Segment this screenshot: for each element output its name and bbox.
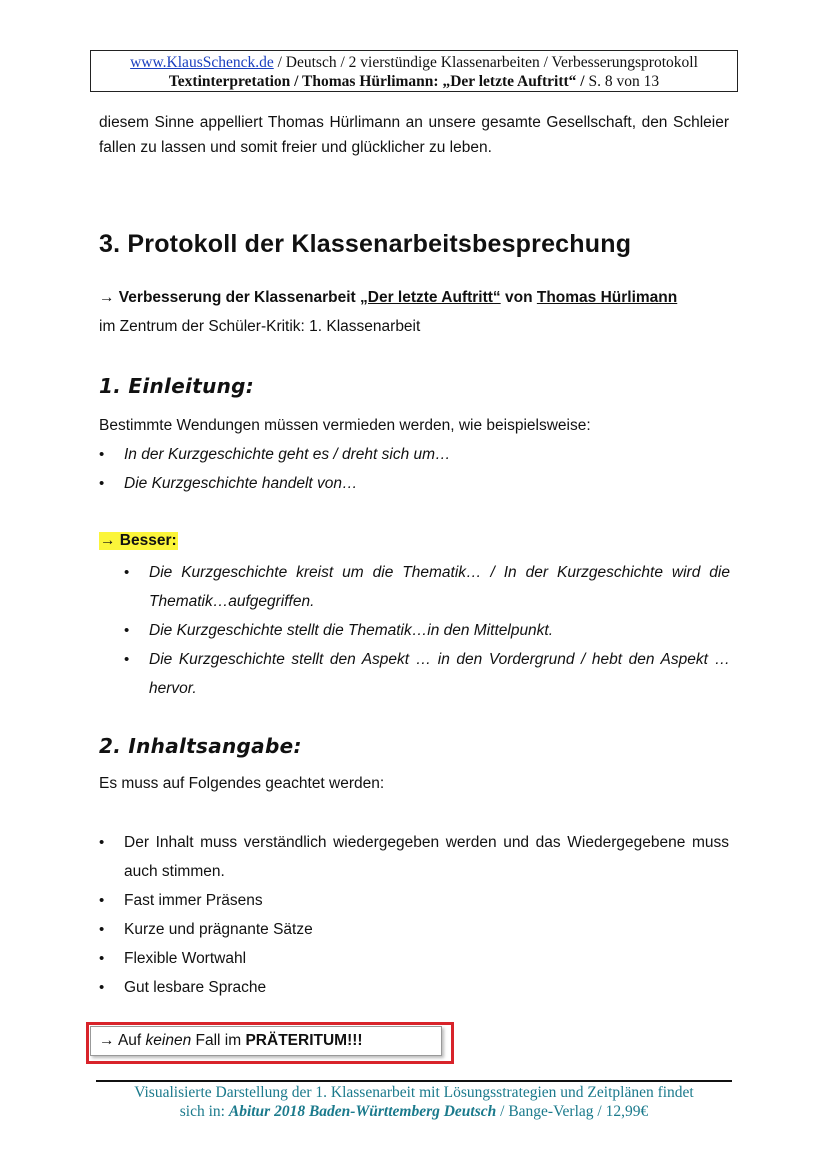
- arrow-icon: →: [99, 289, 115, 306]
- bullet-icon: •: [99, 446, 105, 463]
- list-item: • Die Kurzgeschichte stellt die Thematik…in den Mittelpunkt.: [149, 616, 730, 645]
- list-item: • Kurze und prägnante Sätze: [124, 915, 729, 944]
- list-item: • Der Inhalt muss verständlich wiedergegeben werden und das Wiedergegebene muss auch stimmen.: [124, 828, 729, 886]
- section-title: 3. Protokoll der Klassenarbeitsbesprechung: [99, 230, 632, 258]
- inhaltsangabe-intro: Es muss auf Folgendes geachtet werden:: [99, 775, 385, 792]
- bullet-icon: •: [99, 979, 105, 996]
- footer-book-title: Abitur 2018 Baden-Württemberg Deutsch: [228, 1103, 497, 1120]
- warning-prefix: → Auf: [99, 1032, 146, 1049]
- subline: im Zentrum der Schüler-Kritik: 1. Klassenarbeit: [99, 318, 421, 335]
- list-item: • Flexible Wortwahl: [124, 944, 729, 973]
- bullet-icon: •: [124, 564, 130, 581]
- bullet-icon: •: [99, 834, 105, 851]
- bullet-icon: •: [124, 622, 130, 639]
- header-path: / Deutsch / 2 vierstündige Klassenarbeiten / Verbesserungsprotokoll: [273, 54, 698, 71]
- list-item: • Die Kurzgeschichte handelt von…: [124, 469, 729, 498]
- footer-suffix: / Bange-Verlag / 12,99€: [496, 1103, 649, 1120]
- site-link[interactable]: www.KlausSchenck.de: [130, 54, 274, 71]
- footer-prefix: sich in:: [179, 1103, 229, 1120]
- subheading-text-1: Verbesserung der Klassenarbeit: [114, 289, 361, 306]
- subheading: [99, 289, 677, 307]
- bullet-icon: •: [99, 892, 105, 909]
- besser-label: → Besser:: [100, 532, 177, 549]
- list-item: • Fast immer Präsens: [124, 886, 729, 915]
- better-list: [124, 558, 730, 703]
- header-line-1: [91, 53, 737, 72]
- work-title: „Der letzte Auftritt“: [360, 289, 501, 306]
- warning-middle: Fall im: [191, 1032, 246, 1049]
- footer-divider: [96, 1080, 732, 1082]
- list-item: • Gut lesbare Sprache: [124, 973, 729, 1002]
- bullet-icon: •: [99, 475, 105, 492]
- bullet-icon: •: [124, 651, 130, 668]
- bullet-icon: •: [99, 950, 105, 967]
- list-item: • Die Kurzgeschichte stellt den Aspekt … in den Vordergrund / hebt den Aspekt … hervor.: [149, 645, 730, 703]
- bullet-icon: •: [99, 921, 105, 938]
- page-number: S. 8 von 13: [584, 73, 660, 90]
- avoid-list: [99, 440, 729, 498]
- subheading-text-2: von: [500, 289, 537, 306]
- author-name: Thomas Hürlimann: [536, 289, 678, 306]
- list-item: • In der Kurzgeschichte geht es / dreht sich um…: [124, 440, 729, 469]
- inhaltsangabe-list: [99, 828, 729, 1002]
- page-header: [90, 50, 738, 92]
- list-item: • Die Kurzgeschichte kreist um die Thematik… / In der Kurzgeschichte wird die Thematik…aufgegriffen.: [149, 558, 730, 616]
- einleitung-intro: Bestimmte Wendungen müssen vermieden werden, wie beispielsweise:: [99, 417, 591, 434]
- warning-strong: PRÄTERITUM!!!: [245, 1032, 363, 1049]
- footer-line-1: Visualisierte Darstellung der 1. Klassenarbeit mit Lösungsstrategien und Zeitplänen findet: [134, 1084, 694, 1101]
- page-footer: [96, 1083, 732, 1121]
- header-line-2: [91, 72, 737, 91]
- warning-box: [90, 1026, 442, 1056]
- warning-emphasis: keinen: [145, 1032, 192, 1049]
- heading-inhaltsangabe: 2. Inhaltsangabe:: [99, 734, 302, 758]
- heading-einleitung: 1. Einleitung:: [99, 374, 255, 398]
- header-title: Textinterpretation / Thomas Hürlimann: „Der letzte Auftritt“ /: [168, 73, 585, 90]
- footer-line-2: [96, 1102, 732, 1121]
- intro-paragraph: diesem Sinne appelliert Thomas Hürlimann an unsere gesamte Gesellschaft, den Schleier fallen zu lassen und somit freier und glücklicher zu leben.: [99, 114, 729, 156]
